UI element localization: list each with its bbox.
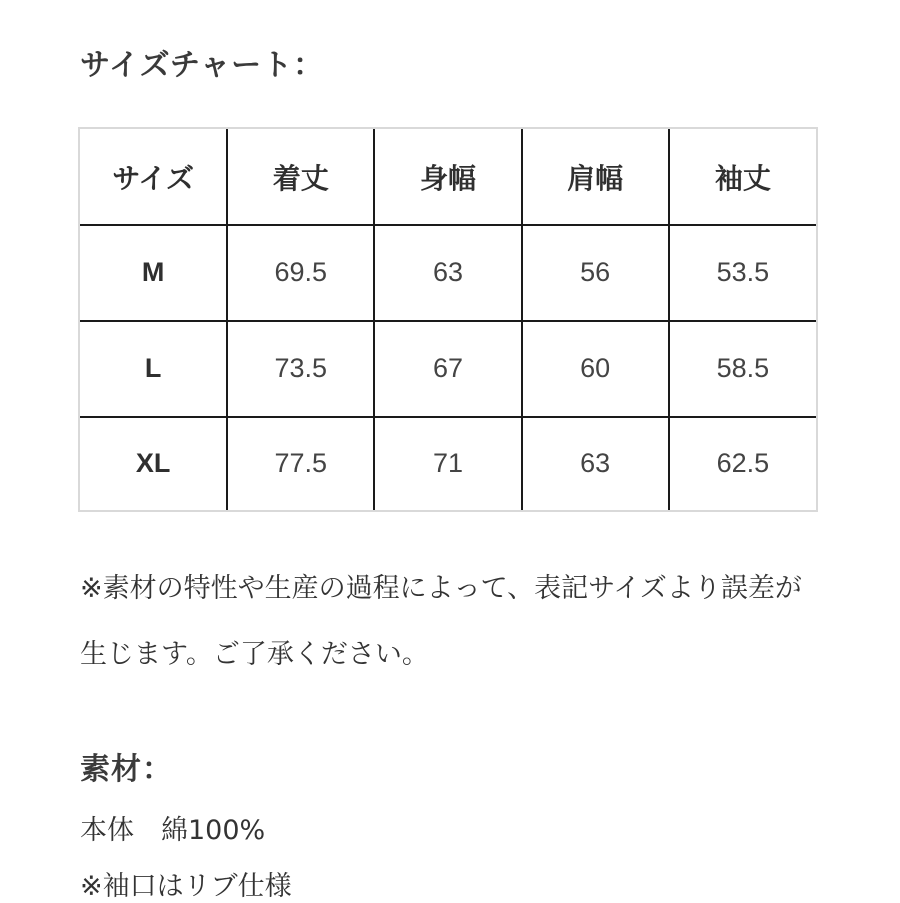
body-width-value: 63 [374,225,521,321]
length-value: 77.5 [227,417,374,510]
size-label: L [80,321,227,417]
length-value: 73.5 [227,321,374,417]
header-body-width: 身幅 [374,129,521,225]
sleeve-length-value: 53.5 [669,225,816,321]
shoulder-width-value: 56 [522,225,669,321]
material-title: 素材： [80,752,173,787]
sleeve-length-value: 58.5 [669,321,816,417]
table-row [80,417,816,510]
size-label: XL [80,417,227,510]
table-row [80,321,816,417]
shoulder-width-value: 63 [522,417,669,510]
table-row [80,225,816,321]
header-size: サイズ [80,129,227,225]
header-length: 着丈 [227,129,374,225]
size-table [80,129,816,510]
size-table-frame [78,127,818,512]
material-cuff-note: ※袖口はリブ仕様 [80,871,292,902]
size-chart-title: サイズチャート： [80,48,325,83]
sleeve-length-value: 62.5 [669,417,816,510]
length-value: 69.5 [227,225,374,321]
size-label: M [80,225,227,321]
header-shoulder-width: 肩幅 [522,129,669,225]
header-sleeve-length: 袖丈 [669,129,816,225]
body-width-value: 71 [374,417,521,510]
size-note: ※素材の特性や生産の過程によって、表記サイズより誤差が生じます。ご了承ください。 [80,573,802,670]
material-body: 本体 綿100% [80,815,266,846]
table-header-row [80,129,816,225]
body-width-value: 67 [374,321,521,417]
shoulder-width-value: 60 [522,321,669,417]
